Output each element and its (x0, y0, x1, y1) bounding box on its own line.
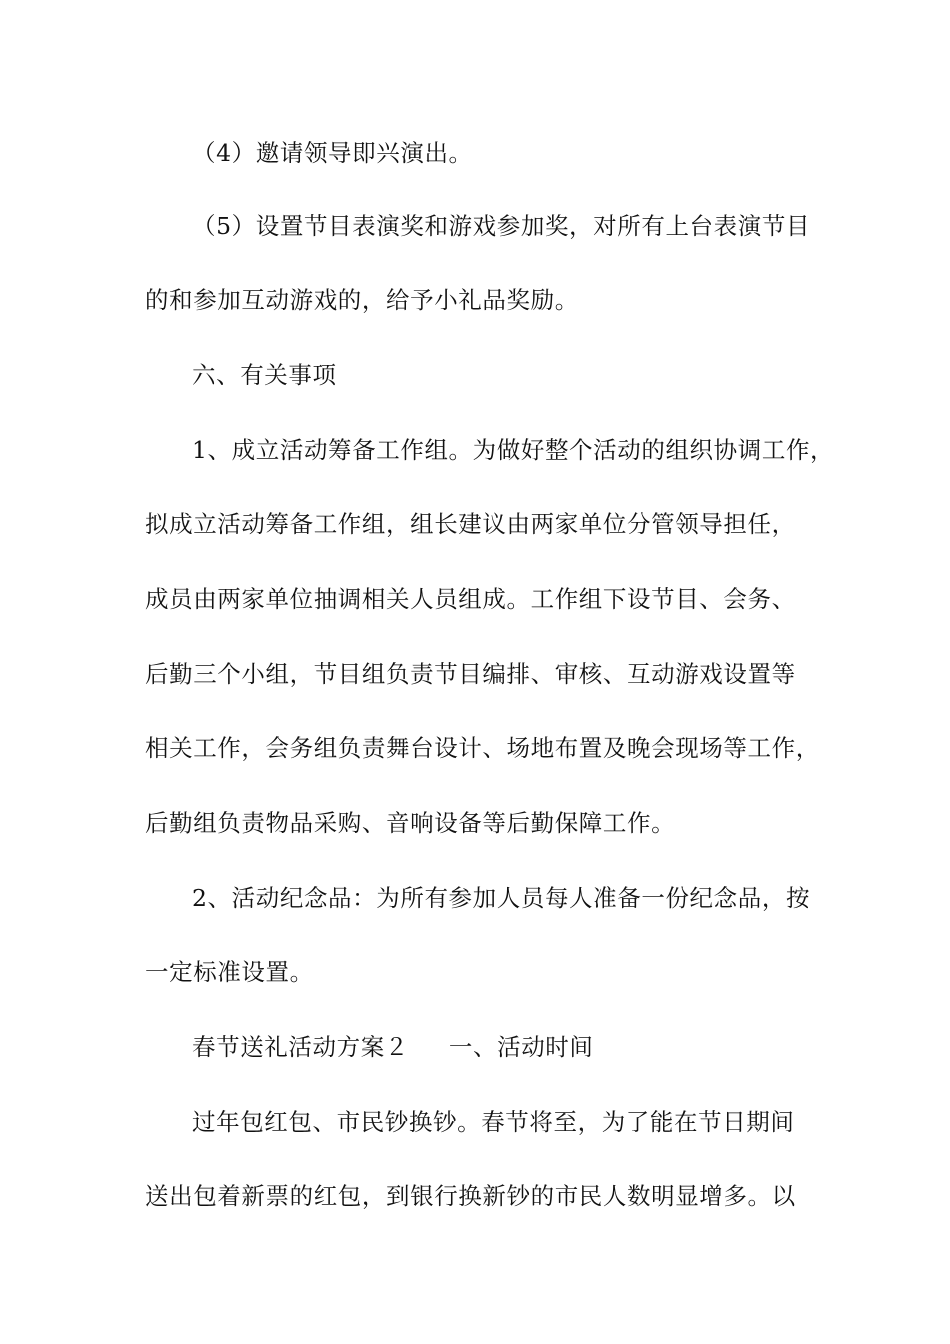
paragraph-item-5-cont: 的和参加互动游戏的，给予小礼品奖励。 (145, 286, 579, 314)
section-heading-time: 一、活动时间 (448, 1033, 594, 1061)
plan-title: 春节送礼活动方案２ (192, 1033, 409, 1061)
paragraph-workgroup-cont-4: 相关工作，会务组负责舞台设计、场地布置及晚会现场等工作， (145, 734, 820, 762)
paragraph-souvenir: 2、活动纪念品：为所有参加人员每人准备一份纪念品，按 (192, 884, 811, 912)
plan-title-line (192, 1032, 594, 1062)
paragraph-item-5: （5）设置节目表演奖和游戏参加奖，对所有上台表演节目 (192, 212, 811, 240)
paragraph-red-envelope: 过年包红包、市民钞换钞。春节将至，为了能在节日期间 (192, 1108, 795, 1136)
paragraph-workgroup-cont-3: 后勤三个小组，节目组负责节目编排、审核、互动游戏设置等 (145, 660, 796, 688)
paragraph-workgroup-cont-2: 成员由两家单位抽调相关人员组成。工作组下设节目、会务、 (145, 585, 796, 613)
paragraph-workgroup-cont-5: 后勤组负责物品采购、音响设备等后勤保障工作。 (145, 809, 676, 837)
paragraph-workgroup: 1、成立活动筹备工作组。为做好整个活动的组织协调工作， (192, 436, 835, 464)
paragraph-red-envelope-cont: 送出包着新票的红包，到银行换新钞的市民人数明显增多。以 (145, 1182, 796, 1210)
paragraph-item-4: （4）邀请领导即兴演出。 (192, 139, 473, 167)
section-heading-matters: 六、有关事项 (192, 361, 337, 389)
paragraph-souvenir-cont: 一定标准设置。 (145, 958, 314, 986)
paragraph-workgroup-cont-1: 拟成立活动筹备工作组，组长建议由两家单位分管领导担任， (145, 510, 796, 538)
